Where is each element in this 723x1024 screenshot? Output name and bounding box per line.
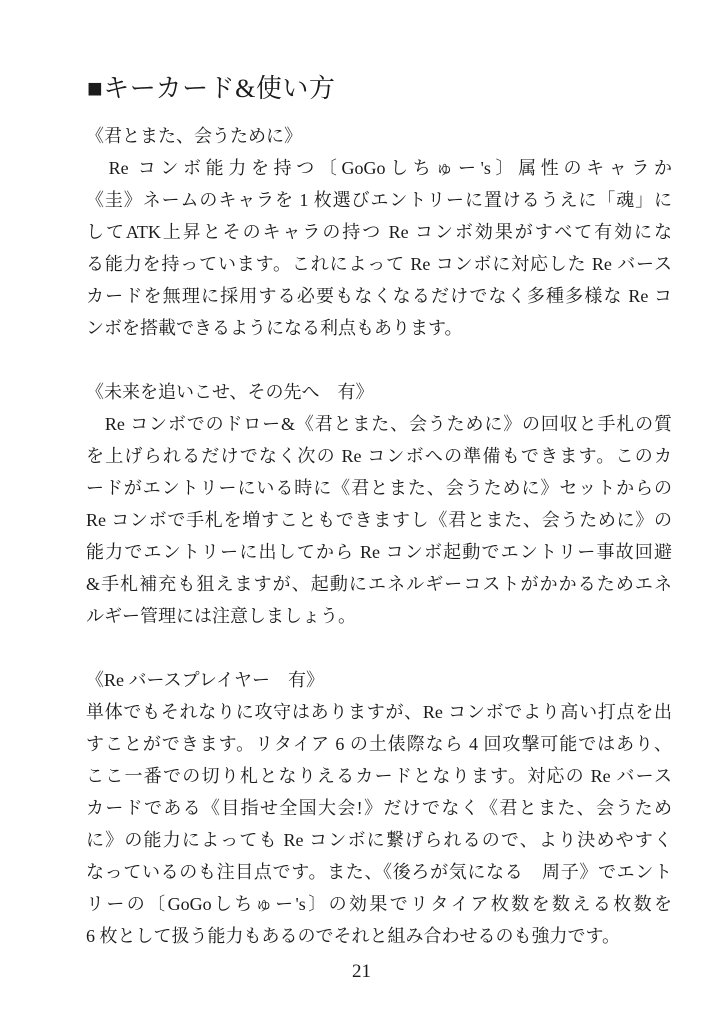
page-heading: ■キーカード&使い方 xyxy=(87,74,336,103)
text-line: を上げられるだけでなく次の Re コンボへの準備もできます。このカ xyxy=(86,446,672,466)
section-title: 《未来を追いこせ、その先へ 有》 xyxy=(86,382,374,402)
text-line: ードがエントリーにいる時に《君とまた、会うために》セットからの xyxy=(86,478,672,498)
text-line: カードである《目指せ全国大会!》だけでなく《君とまた、会うため xyxy=(86,798,672,818)
section-title: 《Re バースプレイヤー 有》 xyxy=(86,670,324,690)
text-line: リーの〔GoGoしちゅー's〕の効果でリタイア枚数を数える枚数を xyxy=(86,894,672,914)
text-line: カードを無理に採用する必要もなくなるだけでなく多種多様な Re コ xyxy=(86,286,672,306)
text-line: Re コンボで手札を増すこともできますし《君とまた、会うために》の xyxy=(86,510,672,530)
text-line: 単体でもそれなりに攻守はありますが、Re コンボでより高い打点を出 xyxy=(86,702,672,722)
text-line: Re コンボでのドロー&《君とまた、会うために》の回収と手札の質 xyxy=(86,414,672,434)
text-line: 6 枚として扱う能力もあるのでそれと組み合わせるのも強力です。 xyxy=(86,926,621,946)
text-line: ンボを搭載できるようになる利点もあります。 xyxy=(86,318,463,338)
text-line: に》の能力によっても Re コンボに繋げられるので、より決めやすく xyxy=(86,830,672,850)
text-line: ここ一番での切り札となりえるカードとなります。対応の Re バース xyxy=(86,766,672,786)
text-line: してATK上昇とそのキャラの持つ Re コンボ効果がすべて有効にな xyxy=(86,222,672,242)
text-line: 《圭》ネームのキャラを 1 枚選びエントリーに置けるうえに「魂」に xyxy=(86,190,672,210)
section xyxy=(86,664,672,952)
text-line: る能力を持っています。これによって Re コンボに対応した Re バース xyxy=(86,254,672,274)
section xyxy=(86,376,672,632)
section xyxy=(86,120,672,344)
page-number: 21 xyxy=(352,961,371,982)
text-line: Re コンボ能力を持つ〔GoGoしちゅー's〕属性のキャラか xyxy=(86,158,672,178)
text-line: 能力でエントリーに出してから Re コンボ起動でエントリー事故回避 xyxy=(86,542,672,562)
document-body xyxy=(86,120,672,952)
text-line: &手札補充も狙えますが、起動にエネルギーコストがかかるためエネ xyxy=(86,574,672,594)
section-title: 《君とまた、会うために》 xyxy=(86,126,302,146)
text-line: ルギー管理には注意しましょう。 xyxy=(86,606,356,626)
text-line: すことができます。リタイア 6 の土俵際なら 4 回攻撃可能ではあり、 xyxy=(86,734,672,754)
text-line: なっているのも注目点です。また、《後ろが気になる 周子》でエント xyxy=(86,862,672,882)
